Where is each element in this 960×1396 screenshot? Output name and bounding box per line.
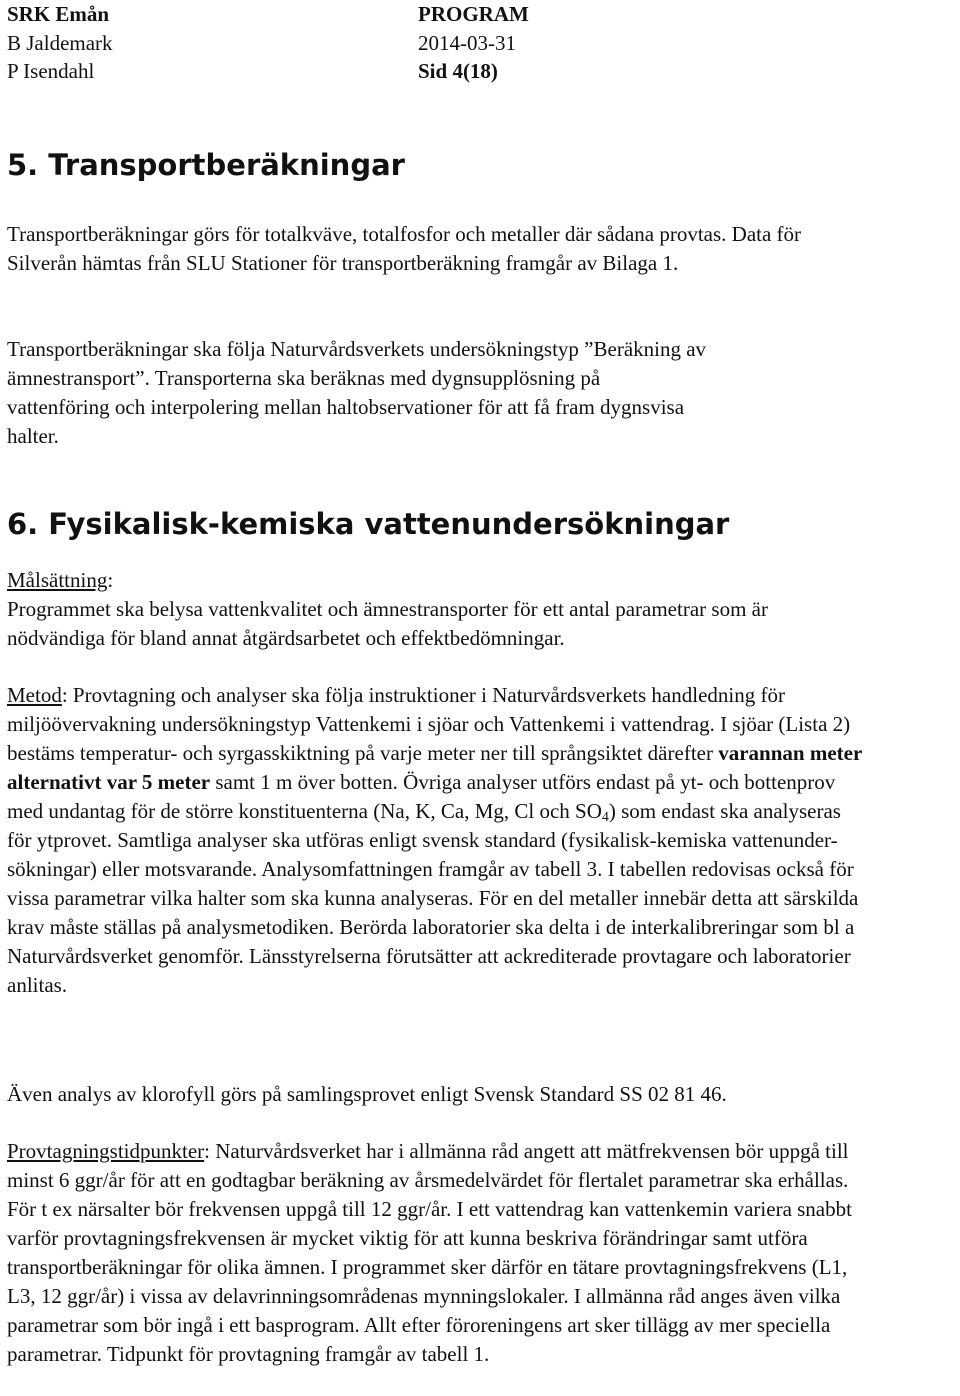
sampling-times-paragraph <box>7 1137 872 1369</box>
section-6-heading: 6. Fysikalisk-kemiska vattenundersökningar <box>7 507 730 541</box>
page-header <box>7 0 607 86</box>
method-label: Metod <box>7 683 62 707</box>
klorofyll-paragraph: Även analys av klorofyll görs på samlingsprovet enligt Svensk Standard SS 02 81 46. <box>7 1082 727 1106</box>
method-subscript: 4 <box>601 810 609 825</box>
section-5-heading: 5. Transportberäkningar <box>7 148 405 182</box>
sampling-times-text: : Naturvårdsverket har i allmänna råd angett att mätfrekvensen bör uppgå till minst 6 ggr/år för att en godtagbar beräkning av årsmedelvärdet för flertalet parametrar ska erhållas. För t ex närsalter bör frekvensen uppgå till 12 ggr/år. I ett vattendrag kan vattenkemin variera snabbt varför provtagningsfrekvensen är mycket viktig för att kunna beskriva förändringar samt utföra transportberäkningar för olika ämnen. I programmet sker därför en tätare provtagningsfrekvens (L1, L3, 12 ggr/år) i vissa av delavrinningsområdenas mynningslokaler. I allmänna råd anges även vilka parametrar som bör ingå i ett basprogram. Allt efter föroreningens art sker tillägg av mer speciella parametrar. Tidpunkt för provtagning framgår av tabell 1. <box>7 1139 852 1366</box>
method-bold-text: varannan meter alternativt var 5 meter <box>7 741 862 794</box>
method-paragraph <box>7 681 867 1000</box>
header-org: SRK Emån <box>7 2 110 26</box>
goal-paragraph <box>7 566 867 653</box>
sampling-times-label: Provtagningstidpunkter <box>7 1139 205 1163</box>
header-page-number: Sid 4(18) <box>418 59 498 83</box>
method-text-b: samt 1 m över botten. Övriga analyser utförs endast på yt- och bottenprov med undantag för de större konstituenterna (Na, K, Ca, Mg, Cl och SO <box>7 770 836 823</box>
section-5-paragraph-1: Transportberäkningar görs för totalkväve, totalfosfor och metaller där sådana provtas. Data för Silverån hämtas från SLU Stationer för transportberäkning framgår av Bilaga 1. <box>7 222 802 275</box>
goal-colon: : <box>107 568 114 592</box>
header-author-2: P Isendahl <box>7 59 95 83</box>
goal-text: Programmet ska belysa vattenkvalitet och ämnestransporter för ett antal parametrar som är nödvändiga för bland annat åtgärdsarbetet och effektbedömningar. <box>7 597 768 650</box>
header-doc-type: PROGRAM <box>418 2 529 26</box>
goal-label: Målsättning <box>7 568 108 592</box>
header-author-1: B Jaldemark <box>7 30 113 55</box>
header-date: 2014-03-31 <box>418 30 516 55</box>
method-text-c: ) som endast ska analyseras för ytprovet. Samtliga analyser ska utföras enligt svensk standard (fysikalisk-kemiska vattenunder-sökningar) eller motsvarande. Analysomfattningen framgår av tabell 3. I tabellen redovisas också för vissa parametrar vilka halter som ska kunna analyseras. För en del metaller innebär detta att särskilda krav måste ställas på analysmetodiken. Berörda laboratorier ska delta i de interkalibreringar som bl a Naturvårdsverket genomför. Länsstyrelserna förutsätter att ackrediterade provtagare och laboratorier anlitas. <box>7 799 859 997</box>
section-5-paragraph-2: Transportberäkningar ska följa Naturvårdsverkets undersökningstyp ”Beräkning av ämnestransport”. Transporterna ska beräknas med dygnsupplösning på vattenföring och interpolering mellan haltobservationer för att få fram dygnsvisa halter. <box>7 337 707 448</box>
method-text-a: : Provtagning och analyser ska följa instruktioner i Naturvårdsverkets handledning för miljöövervakning undersökningstyp Vattenkemi i sjöar och Vattenkemi i vattendrag. I sjöar (Lista 2) bestäms temperatur- och syrgasskiktning på varje meter ner till språngsiktet därefter <box>7 683 851 765</box>
